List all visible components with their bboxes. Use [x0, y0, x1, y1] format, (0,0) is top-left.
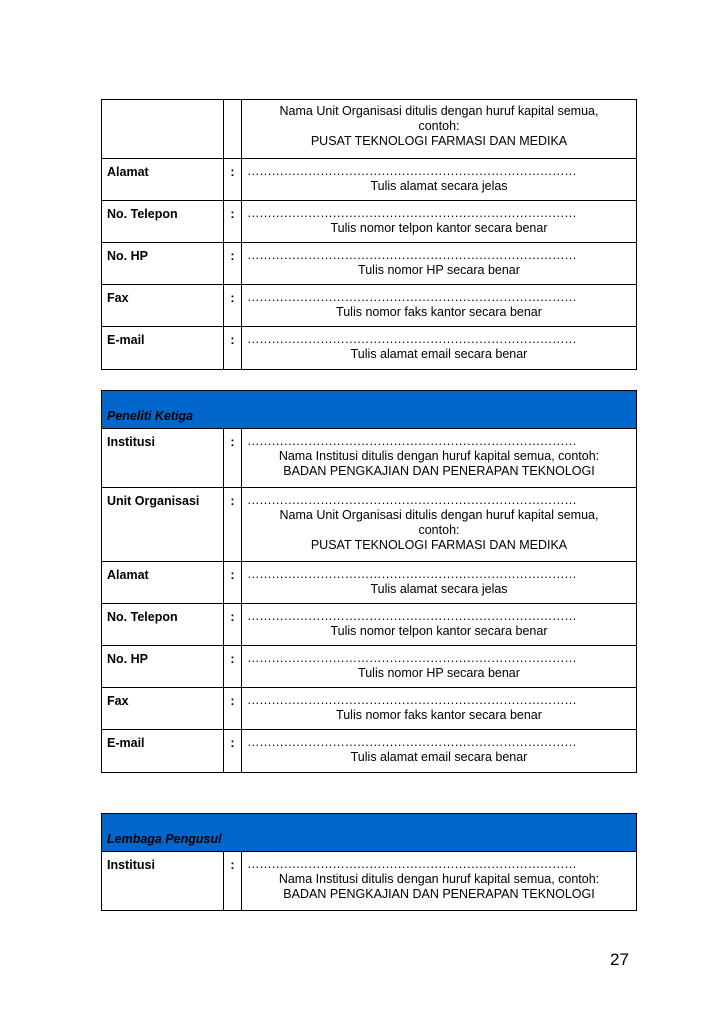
hint-text: Tulis alamat secara jelas — [370, 582, 508, 596]
hint-text: Tulis nomor faks kantor secara benar — [336, 708, 542, 722]
table-row-unit-organisasi — [102, 487, 636, 561]
row-label: Unit Organisasi — [102, 488, 224, 561]
table-row-telepon — [102, 200, 636, 242]
fill-dots: ……………………………………………………………………… — [247, 164, 577, 178]
row-colon: : — [224, 201, 242, 242]
table-row-hp — [102, 242, 636, 284]
table-lembaga-pengusul — [101, 813, 637, 911]
hint-text: Tulis nomor telpon kantor secara benar — [330, 221, 548, 235]
row-label — [102, 100, 224, 158]
row-label: Alamat — [102, 159, 224, 200]
hint-line: BADAN PENGKAJIAN DAN PENERAPAN TEKNOLOGI — [283, 887, 595, 901]
hint-line: Nama Institusi ditulis dengan huruf kapital semua, contoh: — [278, 872, 600, 886]
hint-text: Tulis alamat email secara benar — [350, 347, 528, 361]
page-number: 27 — [610, 950, 629, 969]
row-colon: : — [224, 159, 242, 200]
row-colon — [224, 100, 242, 158]
row-label: E-mail — [102, 327, 224, 369]
hint-text: Tulis nomor faks kantor secara benar — [336, 305, 542, 319]
hint-line: Nama Unit Organisasi ditulis dengan huruf kapital semua, — [279, 104, 599, 118]
row-colon: : — [224, 646, 242, 687]
row-label: No. Telepon — [102, 201, 224, 242]
fill-dots: ……………………………………………………………………… — [247, 332, 577, 346]
hint-text: Tulis nomor telpon kantor secara benar — [330, 624, 548, 638]
hint-text: Tulis alamat email secara benar — [350, 750, 528, 764]
row-value — [242, 285, 636, 326]
row-colon: : — [224, 730, 242, 772]
hint-text: Tulis nomor HP secara benar — [358, 666, 520, 680]
table-row-hp — [102, 645, 636, 687]
row-colon: : — [224, 488, 242, 561]
row-colon: : — [224, 562, 242, 603]
hint-line: BADAN PENGKAJIAN DAN PENERAPAN TEKNOLOGI — [283, 464, 595, 478]
row-label: Alamat — [102, 562, 224, 603]
table-row-email — [102, 326, 636, 369]
table-row-fax — [102, 284, 636, 326]
fill-dots: ……………………………………………………………………… — [247, 609, 577, 623]
section-header: Lembaga Pengusul — [102, 814, 636, 852]
row-label: E-mail — [102, 730, 224, 772]
row-value — [242, 159, 636, 200]
row-value — [242, 100, 636, 158]
fill-dots: ……………………………………………………………………… — [247, 693, 577, 707]
hint-line: PUSAT TEKNOLOGI FARMASI DAN MEDIKA — [310, 538, 568, 552]
fill-dots: ……………………………………………………………………… — [247, 434, 577, 448]
row-label: No. HP — [102, 243, 224, 284]
fill-dots: ……………………………………………………………………… — [247, 857, 577, 871]
hint-line: contoh: — [418, 119, 460, 133]
fill-dots: ……………………………………………………………………… — [247, 290, 577, 304]
row-value — [242, 327, 636, 369]
hint-text: Tulis alamat secara jelas — [370, 179, 508, 193]
fill-dots: ……………………………………………………………………… — [247, 493, 577, 507]
table-peneliti-continued — [101, 99, 637, 370]
row-value — [242, 243, 636, 284]
fill-dots: ……………………………………………………………………… — [247, 735, 577, 749]
row-label: No. HP — [102, 646, 224, 687]
row-value — [242, 730, 636, 772]
fill-dots: ……………………………………………………………………… — [247, 651, 577, 665]
table-row-alamat — [102, 561, 636, 603]
row-colon: : — [224, 604, 242, 645]
row-colon: : — [224, 327, 242, 369]
table-peneliti-ketiga — [101, 390, 637, 773]
row-label: Institusi — [102, 852, 224, 910]
table-row-institusi — [102, 852, 636, 910]
hint-line: Nama Unit Organisasi ditulis dengan huruf kapital semua, — [279, 508, 599, 522]
table-row-institusi — [102, 429, 636, 487]
row-colon: : — [224, 285, 242, 326]
hint-line: contoh: — [418, 523, 460, 537]
row-label: Institusi — [102, 429, 224, 487]
row-value — [242, 604, 636, 645]
row-colon: : — [224, 243, 242, 284]
row-value — [242, 646, 636, 687]
row-value — [242, 852, 636, 910]
row-value — [242, 688, 636, 729]
row-value — [242, 488, 636, 561]
table-row-fax — [102, 687, 636, 729]
row-value — [242, 201, 636, 242]
fill-dots: ……………………………………………………………………… — [247, 206, 577, 220]
row-label: Fax — [102, 285, 224, 326]
table-row-email — [102, 729, 636, 772]
hint-line: Nama Institusi ditulis dengan huruf kapital semua, contoh: — [278, 449, 600, 463]
row-colon: : — [224, 852, 242, 910]
table-row-alamat — [102, 158, 636, 200]
row-colon: : — [224, 429, 242, 487]
fill-dots: ……………………………………………………………………… — [247, 567, 577, 581]
table-row-unit-organisasi — [102, 100, 636, 158]
table-row-telepon — [102, 603, 636, 645]
row-value — [242, 562, 636, 603]
section-header: Peneliti Ketiga — [102, 391, 636, 429]
hint-text: Tulis nomor HP secara benar — [358, 263, 520, 277]
hint-line: PUSAT TEKNOLOGI FARMASI DAN MEDIKA — [310, 134, 568, 148]
fill-dots: ……………………………………………………………………… — [247, 248, 577, 262]
row-label: Fax — [102, 688, 224, 729]
row-value — [242, 429, 636, 487]
row-colon: : — [224, 688, 242, 729]
row-label: No. Telepon — [102, 604, 224, 645]
